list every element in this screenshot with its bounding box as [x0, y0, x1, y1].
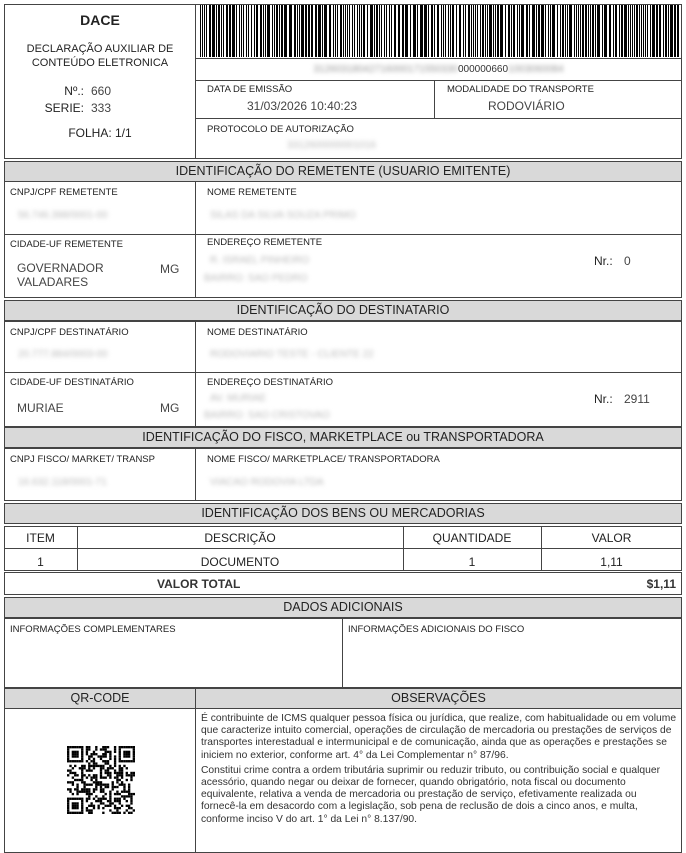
document-title: DACE — [80, 12, 120, 28]
destinatario-nome-value: RODOVIARIO TESTE - CLIENTE 22 — [210, 349, 374, 360]
remetente-endereco-line2: BAIRRO: SAO PEDRO — [204, 273, 308, 284]
access-key-visible: 000000660 — [457, 64, 509, 75]
destinatario-cnpj-value: 20.777.884/0003-00 — [18, 349, 108, 360]
bens-col-item: ITEM — [26, 531, 55, 545]
fisco-cnpj-label: CNPJ FISCO/ MARKET/ TRANSP — [10, 454, 155, 465]
destinatario-nr-label: Nr.: — [594, 392, 613, 406]
data-emissao-value: 31/03/2026 10:40:23 — [247, 99, 358, 113]
bens-col-descricao: DESCRIÇÃO — [204, 531, 276, 545]
section-destinatario-title: IDENTIFICAÇÃO DO DESTINATARIO — [4, 300, 682, 321]
destinatario-nome-label: NOME DESTINATÁRIO — [207, 327, 308, 338]
modalidade-value: RODOVIÁRIO — [488, 99, 565, 113]
data-emissao-label: DATA DE EMISSÃO — [207, 84, 293, 95]
remetente-nr-value: 0 — [624, 254, 631, 268]
destinatario-cnpj-label: CNPJ/CPF DESTINATÁRIO — [10, 327, 129, 338]
protocolo-value: 3312600000001016 — [287, 140, 376, 151]
barcode — [199, 5, 680, 57]
fisco-nome-label: NOME FISCO/ MARKETPLACE/ TRANSPORTADORA — [207, 454, 440, 465]
remetente-nr-label: Nr.: — [594, 254, 613, 268]
bens-col-quantidade: QUANTIDADE — [432, 531, 512, 545]
protocolo-label: PROTOCOLO DE AUTORIZAÇÃO — [207, 124, 354, 135]
destinatario-nr-value: 2911 — [624, 392, 650, 406]
fisco-cnpj-value: 16.632.118/0001-71 — [18, 477, 107, 488]
destinatario-endereco-label: ENDEREÇO DESTINATÁRIO — [207, 377, 333, 388]
observacoes-title: OBSERVAÇÕES — [195, 688, 682, 709]
destinatario-uf-value: MG — [160, 401, 180, 415]
bens-row-descricao: DOCUMENTO — [200, 555, 280, 569]
section-bens-title: IDENTIFICAÇÃO DOS BENS OU MERCADORIAS — [4, 503, 682, 524]
section-remetente-title: IDENTIFICAÇÃO DO REMETENTE (USUARIO EMITENTE) — [4, 161, 682, 182]
remetente-nome-value: SILAS DA SILVA SOUZA PRIMO — [210, 210, 356, 221]
destinatario-endereco-line2: BAIRRO: SAO CRISTOVAO — [204, 410, 330, 421]
observacao-icms: É contribuinte de ICMS qualquer pessoa física ou jurídica, que realize, com habitualidade ou em volume que caracterize intuito comercial, operações de circulação de mercadoria ou prestações de serviços de transportes interestadual e intermunicipal e de comunicação, ainda que as operações e prestações se iniciem no exterior, conforme art. 4° da Lei Complementar n° 87/96. — [201, 713, 677, 761]
remetente-cidade-label: CIDADE-UF REMETENTE — [10, 239, 123, 250]
fisco-nome-value: VIACAO RODOVIA LTDA — [210, 477, 324, 488]
access-key-hidden: 31260318042716000171550330 — [313, 64, 458, 75]
bens-row-quantidade: 1 — [468, 555, 476, 569]
serie-label: SERIE: — [44, 101, 84, 115]
numero-value: 660 — [91, 84, 112, 98]
bens-row-valor: 1,11 — [600, 555, 623, 569]
serie-value: 333 — [91, 101, 112, 115]
info-complementares-label: INFORMAÇÕES COMPLEMENTARES — [10, 624, 176, 635]
destinatario-endereco-line1: AV. MURIAE — [210, 393, 267, 404]
observacao-crime-tributario: Constitui crime contra a ordem tributária suprimir ou reduzir tributo, ou contribuição social e qualquer acessório, quando negar ou deixar de fornecer, quando obrigatório, nota fiscal ou documento equivalente, relativa a venda de mercadoria ou prestação de serviço, efetivamente realizada ou fornecê-la em desacordo com a legislação, sob pena de reclusão de dois a cinco anos, e multa, conforme inciso V do art. 1° da Lei n° 8.137/90. — [201, 764, 660, 825]
section-adicionais-title: DADOS ADICIONAIS — [4, 597, 682, 618]
numero-label: Nº.: — [64, 84, 84, 98]
access-key-tail: 1003060084 — [508, 64, 564, 75]
valor-total-label: VALOR TOTAL — [157, 577, 241, 591]
document-subtitle: DECLARAÇÃO AUXILIAR DE CONTEÚDO ELETRONICA — [26, 43, 174, 69]
qr-code — [67, 746, 135, 814]
qr-code-title: QR-CODE — [4, 688, 196, 709]
modalidade-label: MODALIDADE DO TRANSPORTE — [447, 84, 594, 95]
remetente-uf-value: MG — [160, 262, 180, 276]
valor-total-row — [4, 572, 682, 595]
valor-total-value: $1,11 — [646, 577, 676, 591]
bens-row-item: 1 — [37, 555, 44, 569]
observacoes-text — [201, 713, 677, 829]
remetente-cnpj-value: 56.746.398/0001-00 — [18, 210, 108, 221]
remetente-cnpj-label: CNPJ/CPF REMETENTE — [10, 187, 118, 198]
remetente-cidade-value: GOVERNADOR VALADARES — [17, 261, 104, 289]
info-fisco-label: INFORMAÇÕES ADICIONAIS DO FISCO — [348, 624, 525, 635]
remetente-endereco-label: ENDEREÇO REMETENTE — [207, 237, 323, 248]
section-fisco-title: IDENTIFICAÇÃO DO FISCO, MARKETPLACE ou TRANSPORTADORA — [4, 427, 682, 448]
destinatario-cidade-label: CIDADE-UF DESTINATÁRIO — [10, 377, 134, 388]
bens-col-valor: VALOR — [591, 531, 632, 545]
destinatario-cidade-value: MURIAE — [17, 401, 64, 415]
remetente-endereco-line1: R. ISRAEL PINHEIRO — [210, 255, 310, 266]
folha: FOLHA: 1/1 — [68, 126, 132, 140]
access-key — [195, 64, 682, 75]
remetente-nome-label: NOME REMETENTE — [207, 187, 297, 198]
